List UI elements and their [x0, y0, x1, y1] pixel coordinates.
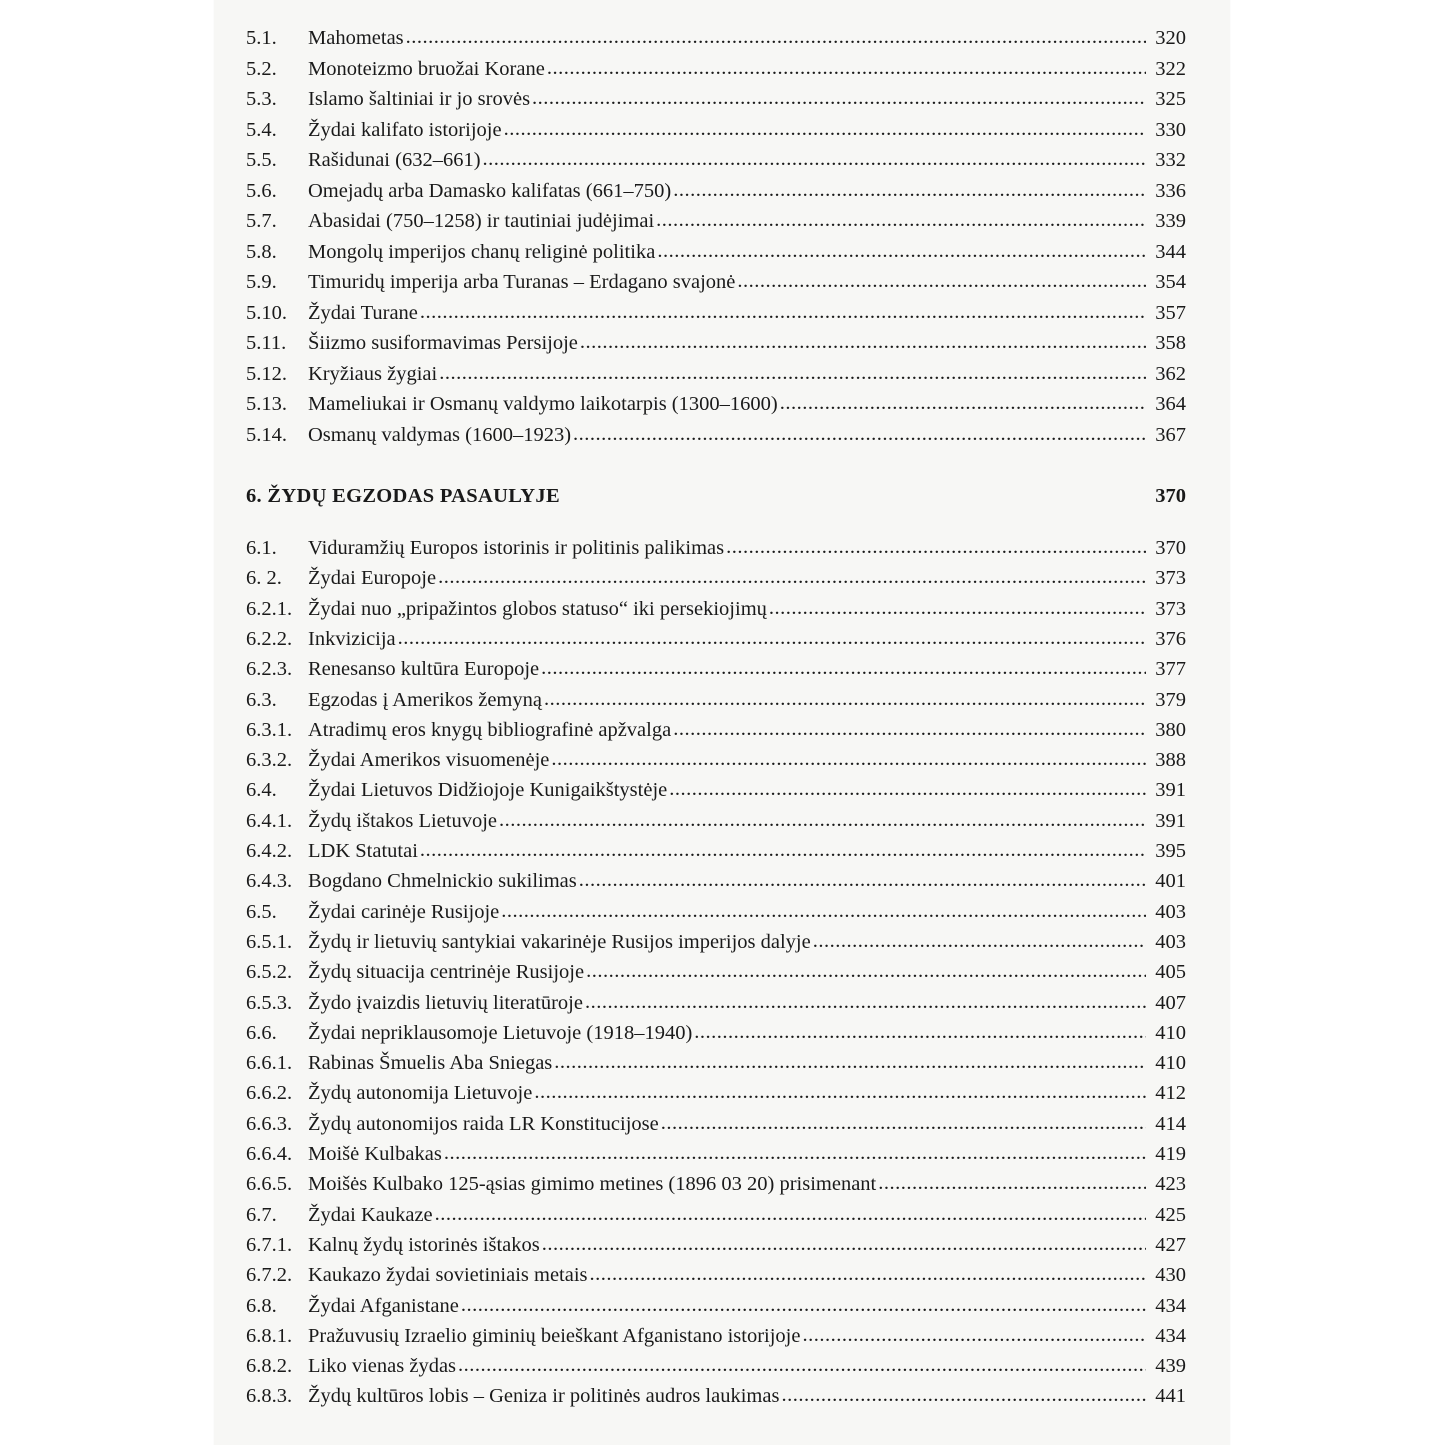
toc-entry-page: 407 [1155, 991, 1186, 1014]
toc-entry-page: 379 [1155, 688, 1186, 711]
dot-leader [781, 1383, 1146, 1407]
toc-entry [246, 325, 1186, 355]
toc-entry-number: 6.8.3. [246, 1385, 293, 1408]
toc-entry-page: 427 [1155, 1233, 1186, 1256]
toc-entry-page: 332 [1155, 149, 1186, 171]
dot-leader [532, 86, 1146, 110]
toc-entry-number: 6.6.4. [246, 1143, 293, 1165]
dot-leader [573, 422, 1146, 446]
toc-entry [246, 1197, 1186, 1227]
toc-entry-page: 339 [1155, 210, 1186, 232]
dot-leader [554, 1050, 1146, 1074]
dot-leader [544, 687, 1146, 711]
dot-leader [579, 868, 1146, 892]
toc-entry-title: Mongolų imperijos chanų religinė politika [308, 240, 656, 263]
toc-entry-title: Žydų autonomija Lietuvoje [308, 1082, 533, 1105]
toc-entry-title: Abasidai (750–1258) ir tautiniai judėjimai [308, 210, 655, 232]
toc-entry-page: 388 [1155, 749, 1186, 772]
toc-entry-page: 336 [1155, 179, 1186, 202]
toc-entry-title: Renesanso kultūra Europoje [308, 658, 540, 681]
toc-entry-title: Mameliukai ir Osmanų valdymo laikotarpis (1300–1600) [308, 393, 778, 415]
toc-entry-title: Mahometas [308, 27, 404, 49]
toc-entry-number: 6. 2. [246, 567, 282, 590]
toc-entry-title: Monoteizmo bruožai Korane [308, 57, 545, 80]
dot-leader [534, 1080, 1146, 1104]
toc-entry-page: 414 [1155, 1112, 1186, 1135]
toc-entry [246, 1227, 1186, 1257]
toc-entry-title: Žydai Kaukaze [308, 1203, 433, 1226]
toc-entry-number: 5.1. [246, 27, 277, 49]
toc-entry [246, 81, 1186, 111]
toc-entry-page: 373 [1155, 597, 1186, 620]
toc-entry-number: 6.7.2. [246, 1264, 293, 1287]
toc-entry-title: Moišė Kulbakas [308, 1143, 442, 1165]
toc-entry-title: Žydai nuo „pripažintos globos statuso“ iki persekiojimų [308, 597, 767, 620]
toc-entry-number: 6.3.1. [246, 718, 293, 741]
toc-entry-title: Žydo įvaizdis lietuvių literatūroje [308, 991, 583, 1014]
dot-leader [420, 300, 1146, 324]
dot-leader [551, 747, 1146, 771]
toc-entry-title: Žydai Lietuvos Didžiojoje Kunigaikštystėje [308, 779, 668, 802]
toc-entry-number: 5.9. [246, 271, 277, 293]
toc-entry-page: 364 [1155, 393, 1186, 415]
toc-entry [246, 560, 1186, 590]
toc-entry-page: 412 [1155, 1082, 1186, 1105]
chapter-heading [246, 478, 1186, 508]
toc-entry-page: 344 [1155, 240, 1186, 263]
toc-entry [246, 1348, 1186, 1378]
dot-leader [673, 178, 1146, 202]
dot-leader [657, 239, 1146, 263]
toc-entry-page: 403 [1155, 930, 1186, 953]
toc-entry-number: 6.5.3. [246, 991, 293, 1014]
toc-entry [246, 295, 1186, 325]
dot-leader [673, 717, 1146, 741]
toc-entry-title: Žydai kalifato istorijoje [308, 118, 502, 141]
toc-entry-number: 5.5. [246, 149, 277, 171]
dot-leader [483, 147, 1146, 171]
chapter-page: 370 [1155, 485, 1186, 507]
toc-entry-title: Kalnų žydų istorinės ištakos [308, 1233, 540, 1256]
toc-entry-page: 322 [1155, 57, 1186, 80]
toc-entry-number: 5.12. [246, 362, 287, 385]
toc-entry-page: 410 [1155, 1021, 1186, 1044]
toc-entry [246, 112, 1186, 142]
dot-leader [586, 959, 1146, 983]
toc-entry-page: 376 [1155, 627, 1186, 650]
toc-entry [246, 863, 1186, 893]
toc-entry-title: Osmanų valdymas (1600–1923) [308, 423, 572, 446]
toc-entry-page: 354 [1155, 271, 1186, 293]
toc-entry-title: Žydai nepriklausomoje Lietuvoje (1918–1940) [308, 1021, 693, 1044]
toc-entry [246, 803, 1186, 833]
toc-entry-title: Žydų autonomijos raida LR Konstitucijose [308, 1112, 659, 1135]
toc-entry-page: 434 [1155, 1324, 1186, 1347]
toc-entry-page: 403 [1155, 900, 1186, 923]
dot-leader [542, 1232, 1146, 1256]
toc-entry-title: Islamo šaltiniai ir jo srovės [308, 88, 531, 110]
toc-entry-number: 5.6. [246, 179, 277, 202]
toc-entry-page: 434 [1155, 1294, 1186, 1317]
toc-entry [246, 621, 1186, 651]
toc-entry-number: 6.2.3. [246, 658, 293, 681]
toc-entry [246, 1106, 1186, 1136]
dot-leader [580, 330, 1146, 354]
toc-entry-number: 6.1. [246, 537, 277, 559]
toc-entry-page: 430 [1155, 1264, 1186, 1287]
toc-entry-title: Rabinas Šmuelis Aba Sniegas [308, 1052, 553, 1075]
toc-entry [246, 924, 1186, 954]
dot-leader [726, 535, 1146, 559]
dot-leader [590, 1262, 1146, 1286]
toc-entry-title: Žydai Afganistane [308, 1294, 459, 1317]
toc-entry [246, 742, 1186, 772]
toc-entry-number: 6.6.3. [246, 1112, 293, 1135]
toc-entry-title: Žydų situacija centrinėje Rusijoje [308, 961, 585, 984]
toc-entry-number: 5.3. [246, 88, 277, 110]
toc-entry-title: Žydai Turane [308, 301, 418, 324]
toc-entry-number: 6.3. [246, 688, 277, 711]
toc-entry-number: 6.5. [246, 900, 277, 923]
toc-entry-number: 6.5.1. [246, 930, 293, 953]
toc-entry-page: 320 [1155, 27, 1186, 49]
dot-leader [444, 1141, 1146, 1165]
toc-entry-number: 6.4.3. [246, 870, 293, 893]
toc-entry-number: 6.5.2. [246, 961, 293, 984]
toc-entry-title: Timuridų imperija arba Turanas – Erdagano svajonė [308, 271, 736, 293]
dot-leader [694, 1020, 1146, 1044]
toc-entry-number: 6.8.1. [246, 1324, 293, 1347]
toc-entry-title: Omejadų arba Damasko kalifatas (661–750) [308, 179, 672, 202]
dot-leader [420, 838, 1146, 862]
dot-leader [501, 899, 1146, 923]
toc-entry-page: 370 [1155, 537, 1186, 559]
toc-entry-page: 330 [1155, 118, 1186, 141]
toc-entry-title: Žydų kultūros lobis – Geniza ir politinės audros laukimas [308, 1385, 780, 1408]
toc-entry [246, 1378, 1186, 1408]
toc-entry-number: 6.4. [246, 779, 277, 802]
dot-leader [813, 929, 1146, 953]
toc-entry-number: 6.2.2. [246, 627, 293, 650]
toc-entry-page: 419 [1155, 1143, 1186, 1165]
toc-entry-number: 5.4. [246, 118, 277, 141]
toc-entry [246, 985, 1186, 1015]
toc-entry [246, 20, 1186, 50]
dot-leader [541, 656, 1146, 680]
toc-entry-page: 425 [1155, 1203, 1186, 1226]
toc-entry-title: Moišės Kulbako 125-ąsias gimimo metines (1896 03 20) prisimenant [308, 1173, 877, 1196]
toc-entry [246, 1318, 1186, 1348]
toc-entry-title: Kryžiaus žygiai [308, 362, 438, 385]
toc-entry [246, 954, 1186, 984]
toc-entry-page: 395 [1155, 840, 1186, 862]
toc-entry [246, 1045, 1186, 1075]
dot-leader [656, 208, 1146, 232]
toc-entry [246, 234, 1186, 264]
toc-entry-page: 325 [1155, 88, 1186, 110]
toc-entry-number: 6.6.2. [246, 1082, 293, 1105]
toc-entry-number: 6.8.2. [246, 1355, 293, 1378]
dot-leader [878, 1171, 1146, 1195]
toc-entry [246, 1257, 1186, 1287]
toc-entry-number: 5.10. [246, 301, 287, 324]
toc-entry-number: 6.6. [246, 1021, 277, 1044]
toc-entry-number: 6.3.2. [246, 749, 293, 772]
dot-leader [547, 56, 1146, 80]
toc-entry-number: 6.4.1. [246, 809, 293, 832]
toc-entry-number: 6.2.1. [246, 597, 293, 620]
toc-entry [246, 417, 1186, 447]
toc-entry-title: Kaukazo žydai sovietiniais metais [308, 1264, 588, 1287]
chapter-title: 6. ŽYDŲ EGZODAS PASAULYJE [246, 485, 560, 507]
toc-entry [246, 682, 1186, 712]
toc-entry-page: 373 [1155, 567, 1186, 590]
toc-entry-title: Žydai Europoje [308, 567, 437, 590]
toc-entry [246, 1166, 1186, 1196]
toc-entry-page: 367 [1155, 423, 1186, 446]
toc-entry [246, 203, 1186, 233]
dot-leader [499, 808, 1146, 832]
toc-entry-page: 357 [1155, 301, 1186, 324]
toc-entry-title: Liko vienas žydas [308, 1355, 457, 1378]
toc-entry-title: Atradimų eros knygų bibliografinė apžvalga [308, 718, 672, 741]
toc-entry-number: 5.14. [246, 423, 287, 446]
toc-entry [246, 530, 1186, 560]
toc-entry-number: 5.11. [246, 332, 287, 354]
toc-entry [246, 173, 1186, 203]
toc-entry-number: 5.2. [246, 57, 277, 80]
toc-entry-title: Viduramžių Europos istorinis ir politinis palikimas [308, 537, 725, 559]
toc-entry-title: Pražuvusių Izraelio giminių beieškant Afganistano istorijoje [308, 1324, 801, 1347]
toc-entry [246, 772, 1186, 802]
dot-leader [435, 1202, 1146, 1226]
dot-leader [802, 1323, 1146, 1347]
toc-entry-number: 6.6.5. [246, 1173, 293, 1196]
toc-entry-page: 410 [1155, 1052, 1186, 1075]
toc-entry-title: Egzodas į Amerikos žemyną [308, 688, 542, 711]
toc-entry-page: 377 [1155, 658, 1186, 681]
toc-entry-page: 439 [1155, 1355, 1186, 1378]
dot-leader [398, 626, 1146, 650]
dot-leader [439, 361, 1146, 385]
toc-entry [246, 1015, 1186, 1045]
toc-entry-page: 405 [1155, 961, 1186, 984]
toc-entry [246, 386, 1186, 416]
dot-leader [769, 596, 1146, 620]
toc-entry [246, 264, 1186, 294]
dot-leader [461, 1293, 1146, 1317]
toc-entry [246, 894, 1186, 924]
toc-entry-title: Šiizmo susiformavimas Persijoje [308, 332, 578, 354]
toc-entry-title: Žydų ir lietuvių santykiai vakarinėje Rusijos imperijos dalyje [308, 930, 811, 953]
toc-entry-page: 358 [1155, 332, 1186, 354]
toc-entry [246, 51, 1186, 81]
toc-entry-title: LDK Statutai [308, 840, 418, 862]
toc-entry-page: 423 [1155, 1173, 1186, 1196]
toc-entry-number: 6.4.2. [246, 840, 293, 862]
dot-leader [504, 117, 1146, 141]
toc-entry-number: 6.8. [246, 1294, 277, 1317]
dot-leader [669, 777, 1146, 801]
toc-entry-title: Žydai carinėje Rusijoje [308, 900, 500, 923]
toc-entry-page: 391 [1155, 779, 1186, 802]
dot-leader [406, 25, 1146, 49]
toc-entry-page: 380 [1155, 718, 1186, 741]
toc-entry-page: 391 [1155, 809, 1186, 832]
toc-entry-title: Žydai Amerikos visuomenėje [308, 749, 550, 772]
toc-entry-number: 5.7. [246, 210, 277, 232]
toc-entry [246, 1288, 1186, 1318]
dot-leader [737, 269, 1146, 293]
toc-entry-title: Inkvizicija [308, 627, 396, 650]
toc-entry-title: Bogdano Chmelnickio sukilimas [308, 870, 577, 893]
toc-entry-page: 362 [1155, 362, 1186, 385]
toc-entry-number: 6.7.1. [246, 1233, 293, 1256]
toc-entry [246, 833, 1186, 863]
toc-entry [246, 1136, 1186, 1166]
toc-entry-number: 5.8. [246, 240, 277, 263]
toc-entry-number: 5.13. [246, 393, 287, 415]
toc-entry-title: Žydų ištakos Lietuvoje [308, 809, 498, 832]
dot-leader [780, 391, 1146, 415]
toc-entry [246, 356, 1186, 386]
dot-leader [661, 1111, 1146, 1135]
toc-entry-number: 6.7. [246, 1203, 277, 1226]
toc-entry-page: 401 [1155, 870, 1186, 893]
toc-entry [246, 712, 1186, 742]
toc-entry-number: 6.6.1. [246, 1052, 293, 1075]
toc-entry [246, 591, 1186, 621]
toc-entry-title: Rašidunai (632–661) [308, 149, 481, 171]
toc-entry [246, 142, 1186, 172]
toc-entry [246, 651, 1186, 681]
dot-leader [438, 565, 1146, 589]
toc-entry [246, 1075, 1186, 1105]
dot-leader [458, 1353, 1146, 1377]
dot-leader [585, 990, 1146, 1014]
book-page [214, 0, 1230, 1445]
toc-entry-page: 441 [1155, 1385, 1186, 1408]
